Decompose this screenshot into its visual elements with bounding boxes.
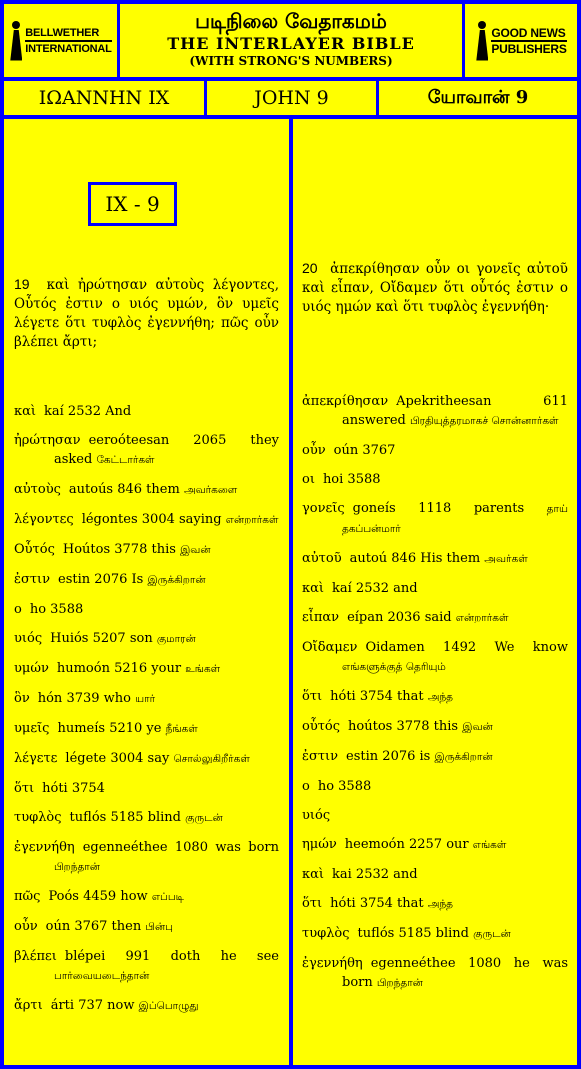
word-entry xyxy=(14,540,279,560)
gloss-text: autoús 846 them xyxy=(68,482,180,497)
logo-line: BELLWETHER xyxy=(25,26,111,42)
bellwether-logo-text xyxy=(25,26,111,56)
tamil-book-text: யோவான் 9 xyxy=(427,86,529,108)
english-book-text: JOHN 9 xyxy=(254,87,329,109)
greek-word: υμών xyxy=(14,661,49,676)
gloss-text: Huiós 5207 son xyxy=(50,631,153,646)
tamil-gloss: கேட்டார்கள் xyxy=(96,454,155,466)
gloss-text: eeroóteesan 2065 they asked xyxy=(54,433,279,467)
logo-line: PUBLISHERS xyxy=(491,41,567,56)
gloss-text: hóti 3754 that xyxy=(330,896,424,911)
greek-word: λέγοντες xyxy=(14,512,74,527)
word-entry xyxy=(302,717,568,737)
tamil-gloss: தாய் தகப்பன்மார் xyxy=(342,503,568,535)
tamil-gloss: எங்கள் xyxy=(472,839,507,851)
gloss-text: hoi 3588 xyxy=(322,472,381,487)
greek-word: ο xyxy=(14,602,22,617)
greek-word: ἠρώτησαν xyxy=(14,433,81,448)
greek-word: καὶ xyxy=(14,404,37,419)
tamil-gloss: உங்கள் xyxy=(185,663,221,675)
greek-word: Οἴδαμεν xyxy=(302,640,358,655)
greek-word: ἄρτι xyxy=(14,998,43,1013)
verse-20 xyxy=(302,259,568,317)
gloss-text: goneís 1118 parents xyxy=(352,501,525,516)
gloss-text: blépei 991 doth he see xyxy=(64,949,279,964)
tamil-gloss: அவர்களை xyxy=(183,484,238,496)
greek-word: καὶ xyxy=(302,867,325,882)
greek-word: λέγετε xyxy=(14,751,58,766)
left-word-list xyxy=(14,402,279,1026)
greek-word: ημών xyxy=(302,837,337,852)
word-entry xyxy=(14,689,279,709)
greek-word: Οὗτός xyxy=(14,542,55,557)
gloss-text: légontes 3004 saying xyxy=(81,512,222,527)
gloss-text: hóti 3754 xyxy=(42,781,105,796)
word-entry xyxy=(14,996,279,1016)
right-word-list xyxy=(302,392,568,1003)
gloss-text: Hoútos 3778 this xyxy=(62,542,176,557)
gloss-text: hón 3739 who xyxy=(37,691,131,706)
gloss-text: ho 3588 xyxy=(29,602,84,617)
word-entry xyxy=(302,924,568,944)
gloss-text: autoú 846 His them xyxy=(349,551,481,566)
english-book-label xyxy=(207,81,376,115)
word-entry xyxy=(14,808,279,828)
tamil-gloss: பின்பு xyxy=(145,921,173,933)
word-entry xyxy=(302,835,568,855)
tamil-gloss: பிரதியுத்தரமாகச் சொன்னார்கள் xyxy=(410,415,559,427)
gloss-text: Apekritheesan 611 answered xyxy=(342,394,568,428)
word-entry xyxy=(14,402,279,421)
good-news-logo xyxy=(475,21,566,61)
gloss-text: tuflós 5185 blind xyxy=(357,926,469,941)
greek-word: βλέπει xyxy=(14,949,57,964)
greek-word: τυφλὸς xyxy=(14,810,62,825)
greek-word: ὅτι xyxy=(302,896,323,911)
gloss-text: Poós 4459 how xyxy=(48,889,148,904)
tamil-gloss: இருக்கிறான் xyxy=(434,751,493,763)
tamil-gloss: அந்த xyxy=(427,898,454,910)
verse-number: 19 xyxy=(14,276,30,292)
word-entry xyxy=(302,579,568,598)
verse-text: καὶ ἠρώτησαν αὐτοὺς λέγοντες, Οὗτός ἐστιν ο υιός υμών, ὃν υμεῖς λέγετε ὅτι τυφλὸς ἐγεννήθη; πῶς οὖν βλέπει ἄρτι; xyxy=(14,277,279,350)
word-entry xyxy=(14,749,279,769)
greek-word: οὖν xyxy=(14,919,38,934)
word-entry xyxy=(14,719,279,739)
right-logo-panel xyxy=(465,4,577,77)
greek-word: γονεῖς xyxy=(302,501,345,516)
greek-word: ὅτι xyxy=(14,781,35,796)
gloss-text: egenneéthee 1080 was born xyxy=(82,840,279,855)
gloss-text: humoón 5216 your xyxy=(56,661,182,676)
tamil-gloss: எப்படி xyxy=(151,891,184,903)
word-entry xyxy=(14,510,279,530)
good-news-logo-text xyxy=(491,26,566,56)
word-entry xyxy=(14,629,279,649)
word-entry xyxy=(302,608,568,628)
tamil-gloss: குமாரன் xyxy=(156,633,196,645)
greek-book-label xyxy=(4,81,204,115)
gloss-text: tuflós 5185 blind xyxy=(69,810,181,825)
verse-number: 20 xyxy=(302,260,318,276)
gloss-text: hóti 3754 that xyxy=(330,689,424,704)
gloss-text: hoútos 3778 this xyxy=(348,719,459,734)
gloss-text: heemoón 2257 our xyxy=(344,837,469,852)
word-entry xyxy=(14,480,279,500)
greek-word: ἀπεκρίθησαν xyxy=(302,394,389,409)
word-entry xyxy=(14,947,279,986)
word-entry xyxy=(302,865,568,884)
tamil-book-label xyxy=(379,81,577,115)
tamil-gloss: என்றார்கள் xyxy=(225,514,279,526)
tamil-gloss: பிறந்தான் xyxy=(376,977,423,989)
greek-word: πῶς xyxy=(14,889,41,904)
word-entry xyxy=(14,838,279,877)
greek-word: αὐτοῦ xyxy=(302,551,342,566)
logo-line: GOOD NEWS xyxy=(491,25,566,40)
word-entry xyxy=(14,659,279,679)
greek-word: υιός xyxy=(14,631,43,646)
tamil-gloss: இப்பொழுது xyxy=(138,1000,199,1012)
tamil-gloss: இவன் xyxy=(462,721,493,733)
greek-word: ο xyxy=(302,779,310,794)
tamil-gloss: குருடன் xyxy=(473,928,511,940)
gloss-text: kaí 2532 And xyxy=(44,404,132,419)
chapter-tag-text: IX - 9 xyxy=(105,192,160,216)
greek-word: εἶπαν xyxy=(302,610,340,625)
gloss-text: árti 737 now xyxy=(50,998,135,1013)
word-entry xyxy=(14,431,279,470)
bellwether-figure-icon xyxy=(9,21,23,61)
verse-text: ἀπεκρίθησαν οὖν οι γονεῖς αὐτοῦ καὶ εἶπαν, Οἴδαμεν ὅτι οὗτός ἐστιν ο υιός ημών καὶ ὅτι τυφλὸς ἐγεννήθη· xyxy=(302,261,568,315)
greek-word: τυφλὸς xyxy=(302,926,350,941)
greek-word: ἐγεννήθη xyxy=(14,840,75,855)
logo-line: INTERNATIONAL xyxy=(25,42,112,55)
word-entry xyxy=(14,570,279,590)
tamil-gloss: இருக்கிறான் xyxy=(147,574,206,586)
gloss-text: ho 3588 xyxy=(317,779,372,794)
title-subtitle: (WITH STRONG'S NUMBERS) xyxy=(189,54,393,68)
tamil-gloss: யார் xyxy=(135,693,156,705)
tamil-gloss: என்றார்கள் xyxy=(455,612,509,624)
tamil-gloss: அந்த xyxy=(427,691,454,703)
greek-word: καὶ xyxy=(302,581,325,596)
word-entry xyxy=(14,917,279,937)
word-entry xyxy=(302,806,568,825)
tamil-gloss: பிறந்தான் xyxy=(54,861,100,873)
tamil-gloss: குருடன் xyxy=(185,812,223,824)
title-tamil: படிநிலை வேதாகமம் xyxy=(195,9,387,33)
word-entry xyxy=(302,747,568,767)
gloss-text: oún 3767 xyxy=(333,443,396,458)
word-entry xyxy=(302,638,568,677)
tamil-gloss: பார்வையடைந்தான் xyxy=(54,970,150,982)
greek-word: ὅτι xyxy=(302,689,323,704)
greek-word: οὗτός xyxy=(302,719,341,734)
greek-word: οι xyxy=(302,472,315,487)
word-entry xyxy=(14,887,279,907)
greek-word: ἐστιν xyxy=(302,749,339,764)
tamil-gloss: நீங்கள் xyxy=(165,723,198,735)
word-entry xyxy=(302,687,568,707)
greek-book-text: ΙΩΑΝΝΗΝ IX xyxy=(38,87,170,109)
gloss-text: légete 3004 say xyxy=(65,751,170,766)
gloss-text: Oidamen 1492 We know xyxy=(365,640,568,655)
word-entry xyxy=(302,549,568,569)
word-entry xyxy=(302,441,568,460)
gloss-text: egenneéthee 1080 he was born xyxy=(342,956,568,990)
title-english: THE INTERLAYER BIBLE xyxy=(167,34,415,53)
tamil-gloss: எங்களுக்குத் தெரியும் xyxy=(342,661,446,673)
word-entry xyxy=(302,777,568,796)
left-logo-panel xyxy=(4,4,117,77)
gloss-text: eípan 2036 said xyxy=(347,610,452,625)
word-entry xyxy=(302,499,568,539)
word-entry xyxy=(302,470,568,489)
word-entry xyxy=(14,600,279,619)
word-entry xyxy=(302,954,568,993)
gloss-text: kai 2532 and xyxy=(332,867,418,882)
word-entry xyxy=(302,392,568,431)
greek-word: υμεῖς xyxy=(14,721,50,736)
greek-word: υιός xyxy=(302,808,331,823)
tamil-gloss: அவர்கள் xyxy=(484,553,528,565)
greek-word: ὃν xyxy=(14,691,30,706)
greek-word: οὖν xyxy=(302,443,326,458)
greek-word: ἐστιν xyxy=(14,572,51,587)
gloss-text: estin 2076 Is xyxy=(58,572,144,587)
greek-word: αὐτοὺς xyxy=(14,482,61,497)
greek-word: ἐγεννήθη xyxy=(302,956,363,971)
tamil-gloss: இவன் xyxy=(180,544,211,556)
gloss-text: humeís 5210 ye xyxy=(57,721,162,736)
title-panel xyxy=(120,4,462,77)
gloss-text: kaí 2532 and xyxy=(332,581,418,596)
gloss-text: oún 3767 then xyxy=(45,919,142,934)
tamil-gloss: சொல்லுகிறீர்கள் xyxy=(173,753,250,765)
word-entry xyxy=(14,779,279,798)
chapter-tag xyxy=(88,182,177,226)
word-entry xyxy=(302,894,568,914)
verse-19 xyxy=(14,275,279,352)
bellwether-logo xyxy=(9,21,111,61)
gloss-text: estin 2076 is xyxy=(346,749,431,764)
good-news-figure-icon xyxy=(475,21,489,61)
